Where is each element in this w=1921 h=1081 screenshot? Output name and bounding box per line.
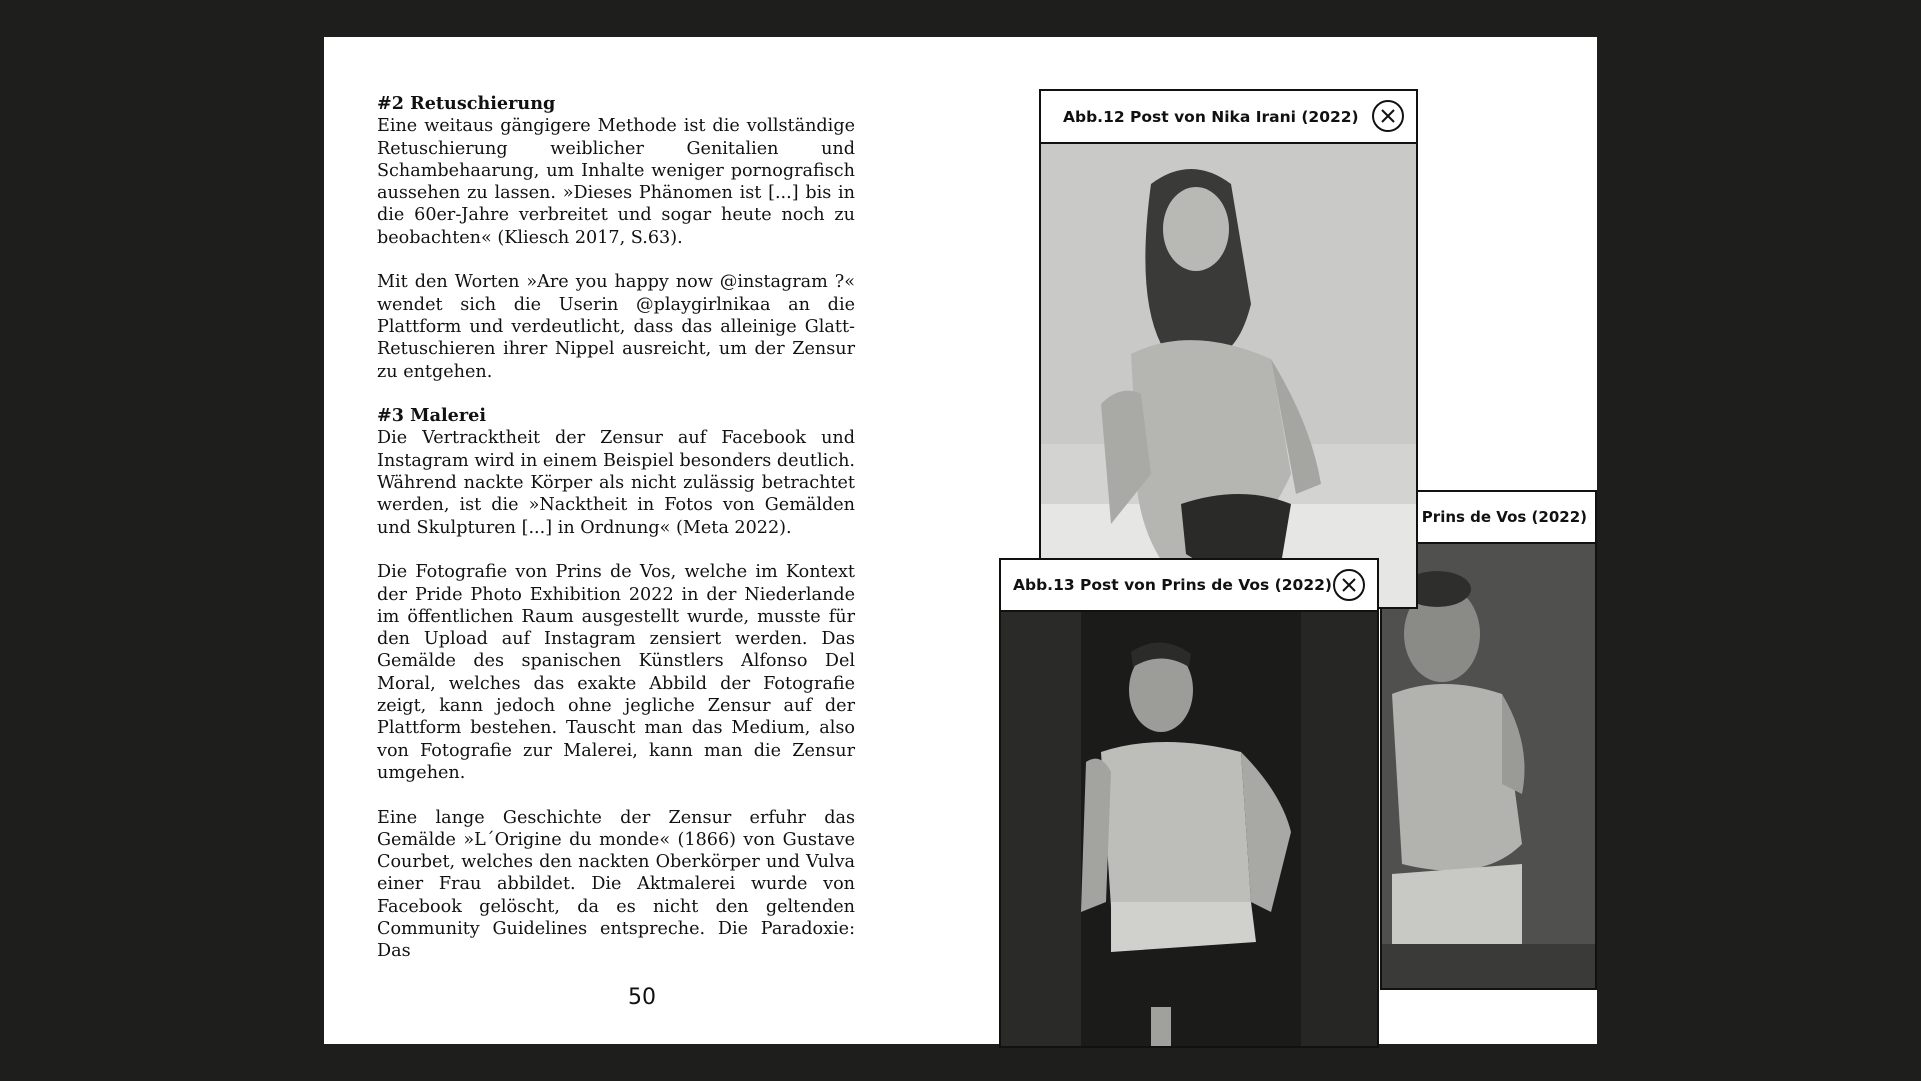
figure-caption: Prins de Vos (2022) bbox=[1421, 508, 1587, 526]
paragraph-text: Die Vertracktheit der Zensur auf Facebook und Instagram wird in einem Beispiel besonders deutlich. Während nackte Körper als nicht zulässig betrachtet werden, ist die »Nacktheit in Fotos von Gemälden und Skulpturen [...] in Ordnung« (Meta 2022). bbox=[377, 428, 855, 538]
close-circle-icon[interactable] bbox=[1372, 100, 1404, 132]
paragraph-retuschierung bbox=[377, 93, 855, 249]
paragraph-text: Mit den Worten »Are you happy now @instagram ?« wendet sich die Userin @playgirlnikaa an die Plattform und verdeutlicht, dass das alleinige Glatt-Retuschieren ihrer Nippel ausreicht, um der Zensur zu entgehen. bbox=[377, 272, 855, 382]
prins-de-vos-photo bbox=[1001, 612, 1377, 1046]
figure-caption: Abb.13 Post von Prins de Vos (2022) bbox=[1013, 576, 1332, 594]
left-page-text bbox=[377, 93, 855, 985]
paragraph-instagram-quote bbox=[377, 271, 855, 382]
figure-caption-bar bbox=[1001, 560, 1377, 612]
heading-retuschierung: #2 Retuschierung bbox=[377, 93, 556, 114]
paragraph-prins-de-vos bbox=[377, 561, 855, 784]
paragraph-courbet bbox=[377, 807, 855, 963]
figure-caption: Abb.12 Post von Nika Irani (2022) bbox=[1063, 107, 1359, 126]
paragraph-text: Eine weitaus gängigere Methode ist die vollständige Retuschierung weiblicher Genitalien und Schambehaarung, um Inhalte weniger pornografisch aussehen zu lassen. »Dieses Phänomen ist [...] bis in die 60er-Jahre verbreitet und sogar heute noch zu beobachten« (Kliesch 2017, S.63). bbox=[377, 116, 855, 248]
close-circle-icon[interactable] bbox=[1333, 569, 1365, 601]
paragraph-text: Eine lange Geschichte der Zensur erfuhr das Gemälde »L´Origine du monde« (1866) von Gustave Courbet, welches den nackten Oberkörper und Vulva einer Frau abbildet. Die Aktmalerei wurde von Facebook gelöscht, da es nicht den geltenden Community Guidelines entspreche. Die Paradoxie: Das bbox=[377, 807, 855, 962]
painting-image bbox=[1382, 544, 1595, 988]
figure-caption-bar bbox=[1041, 91, 1416, 144]
page-number: 50 bbox=[628, 985, 656, 1010]
figure-card-prins-de-vos bbox=[999, 558, 1379, 1048]
paragraph-malerei bbox=[377, 405, 855, 539]
heading-malerei: #3 Malerei bbox=[377, 405, 487, 427]
nika-irani-photo bbox=[1041, 144, 1416, 607]
figure-card-nika-irani bbox=[1039, 89, 1418, 609]
paragraph-text: Die Fotografie von Prins de Vos, welche im Kontext der Pride Photo Exhibition 2022 in der Niederlande im öffentlichen Raum ausgestellt wurde, musste für den Upload auf Instagram zensiert werden. Das Gemälde des spanischen Künstlers Alfonso Del Moral, welches das exakte Abbild der Fotografie zeigt, kann jedoch ohne jegliche Zensur auf der Plattform bestehen. Tauscht man das Medium, also von Fotografie zur Malerei, kann man die Zensur umgehen. bbox=[377, 562, 855, 783]
